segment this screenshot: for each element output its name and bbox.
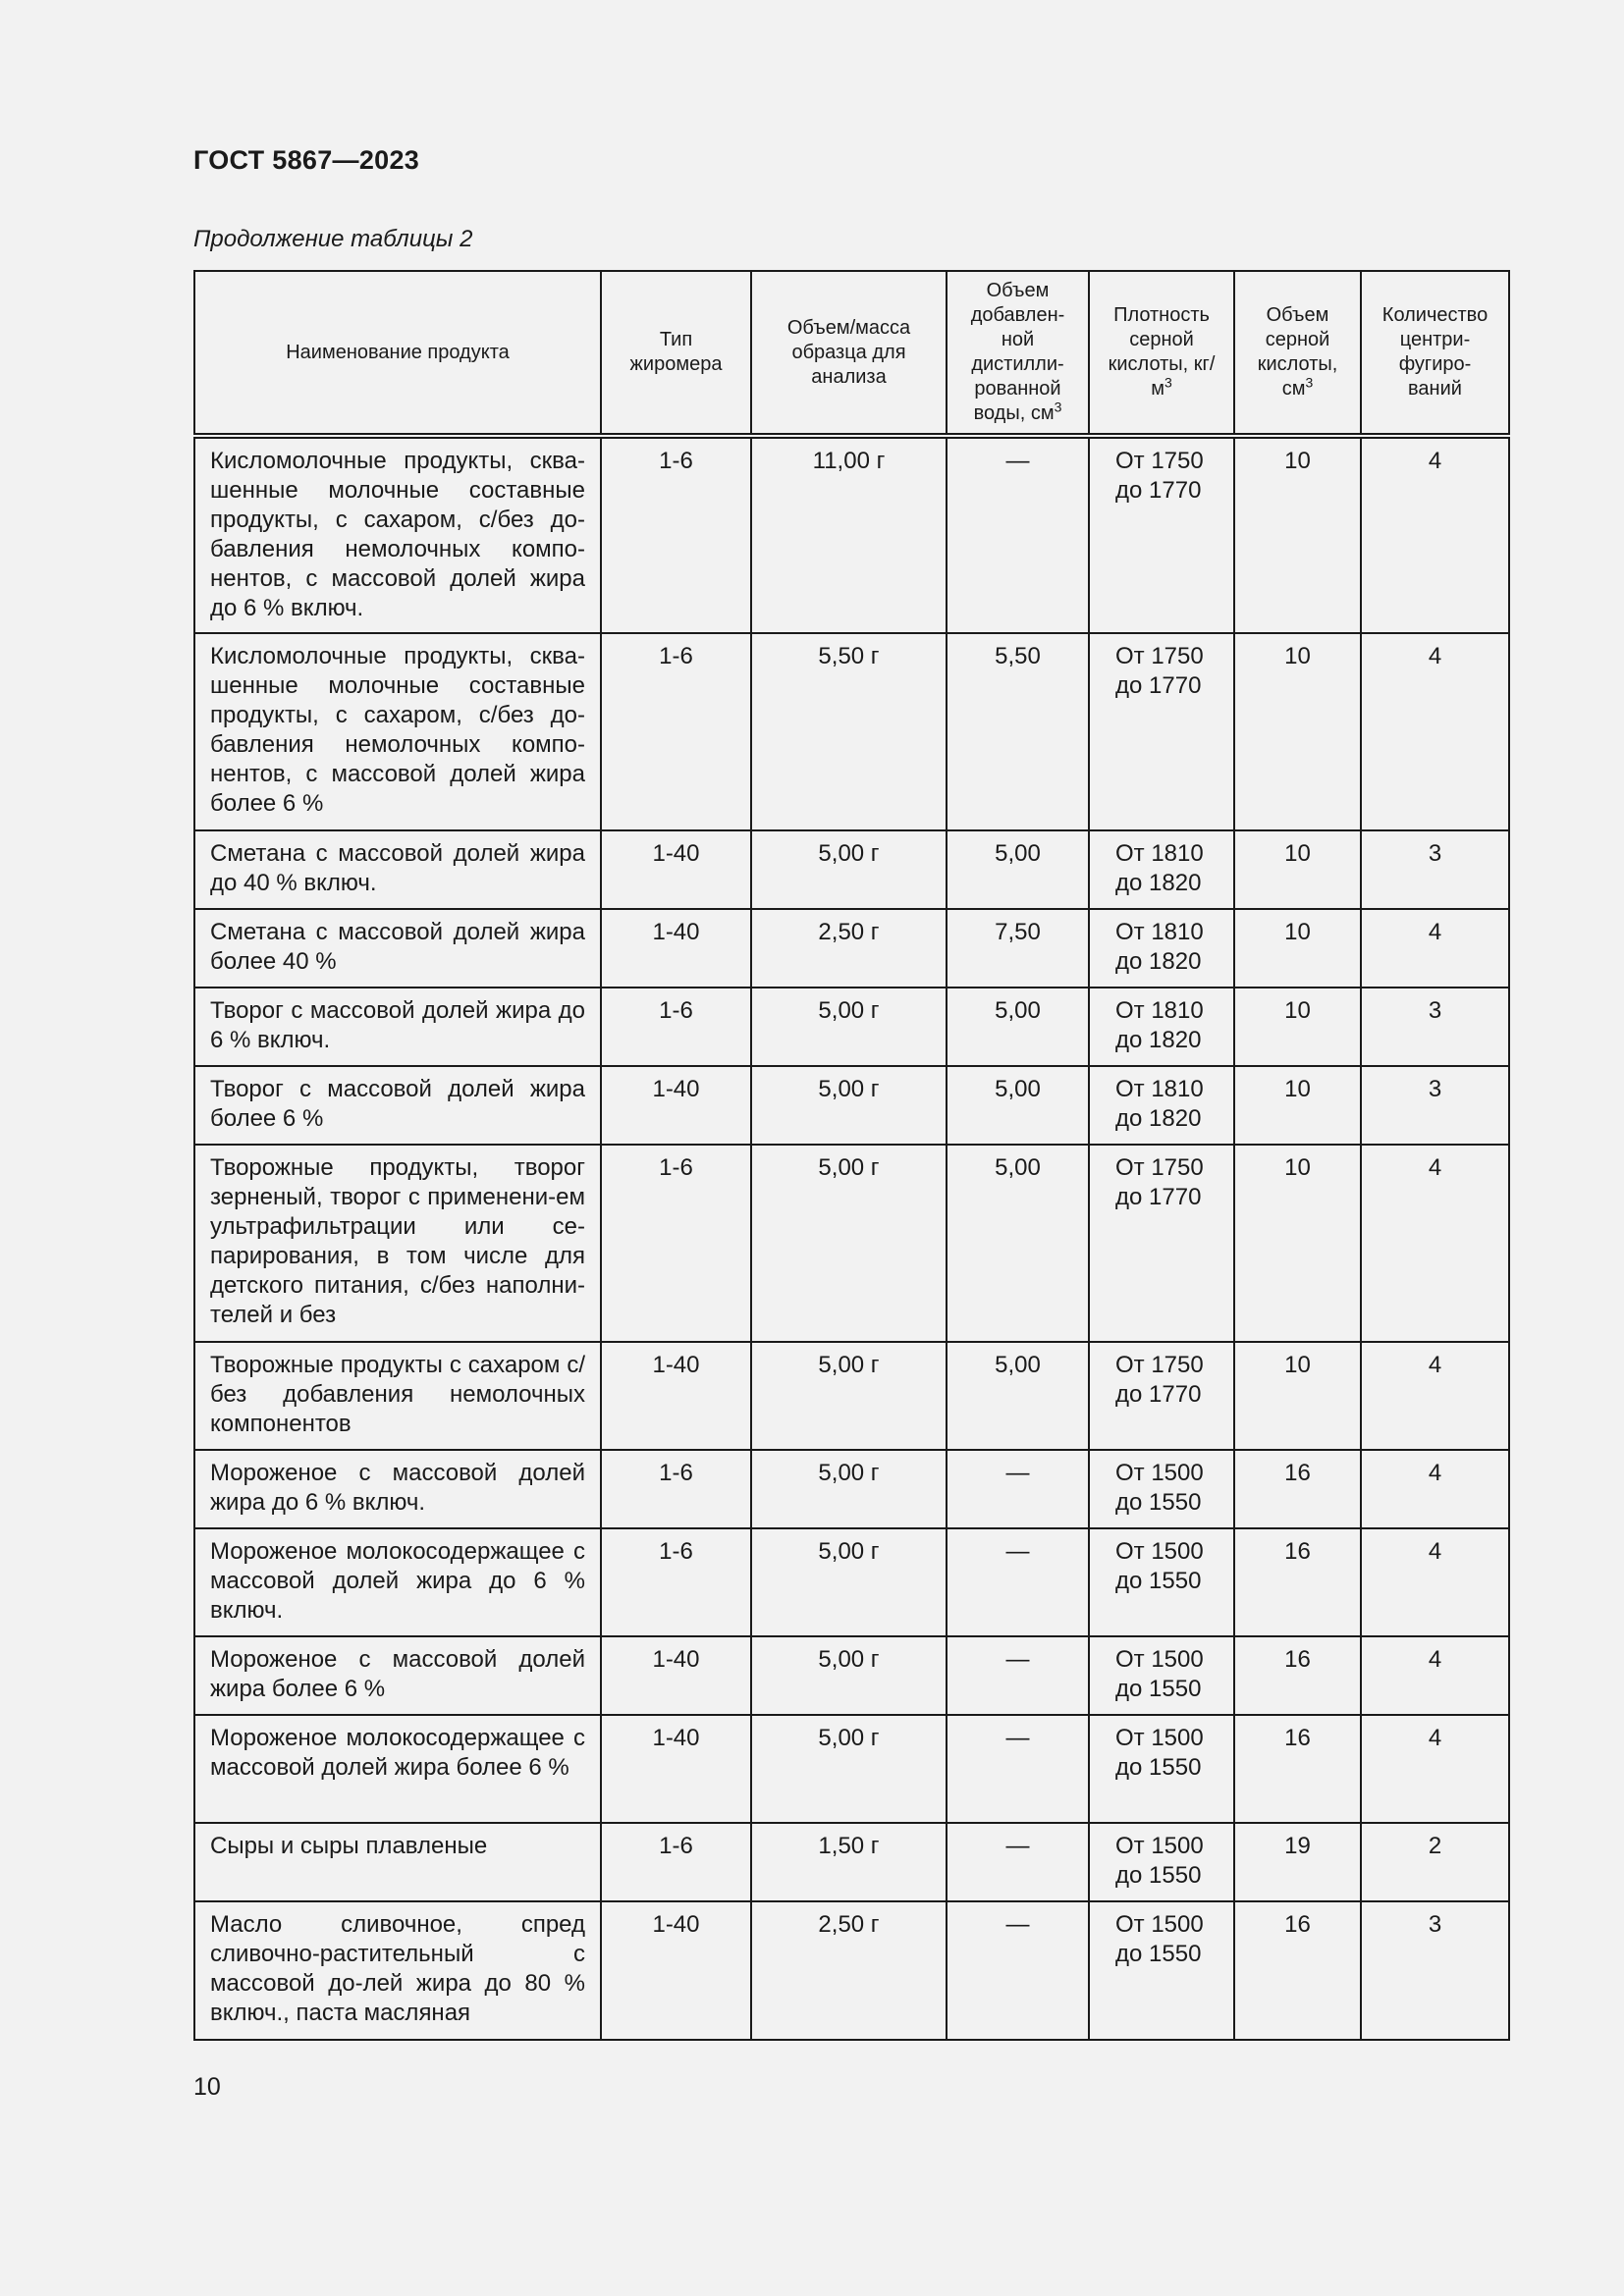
sample-volume-cell: 5,00 г: [751, 1528, 947, 1636]
distilled-water-cell: 5,00: [947, 1066, 1089, 1145]
distilled-water-cell: —: [947, 1715, 1089, 1823]
table-row: [194, 436, 1509, 633]
table-row: [194, 1528, 1509, 1636]
distilled-water-cell: —: [947, 436, 1089, 633]
acid-volume-cell: 16: [1234, 1636, 1361, 1715]
butyrometer-type-cell: 1-6: [601, 1450, 751, 1528]
sample-volume-cell: 11,00 г: [751, 436, 947, 633]
centrifugation-count-cell: 4: [1361, 1528, 1509, 1636]
acid-volume-cell: 16: [1234, 1901, 1361, 2040]
distilled-water-cell: —: [947, 1528, 1089, 1636]
butyrometer-type-cell: 1-40: [601, 909, 751, 988]
distilled-water-cell: 5,00: [947, 1342, 1089, 1450]
sample-volume-cell: 5,00 г: [751, 1342, 947, 1450]
density-to: до 1550: [1115, 1676, 1202, 1702]
distilled-water-cell: 5,00: [947, 1145, 1089, 1342]
butyrometer-type-cell: 1-6: [601, 1528, 751, 1636]
sample-volume-cell: 5,00 г: [751, 1145, 947, 1342]
header-centrifugation-count: Количество центри-фугиро-ваний: [1361, 271, 1509, 436]
product-name-cell: Кисломолочные продукты, сква-шенные молочные составные продукты, с сахаром, с/без до-бавления немолочных компо-нентов, с массовой долей жира более 6 %: [194, 633, 601, 830]
density-to: до 1820: [1115, 1027, 1202, 1053]
density-from: От 1500: [1115, 1725, 1204, 1751]
table-row: [194, 1145, 1509, 1342]
butyrometer-type-cell: 1-6: [601, 1145, 751, 1342]
centrifugation-count-cell: 3: [1361, 1901, 1509, 2040]
butyrometer-type-cell: 1-6: [601, 436, 751, 633]
density-from: От 1500: [1115, 1833, 1204, 1859]
sample-volume-cell: 2,50 г: [751, 1901, 947, 2040]
density-to: до 1770: [1115, 1184, 1202, 1210]
acid-volume-cell: 16: [1234, 1528, 1361, 1636]
butyrometer-type-cell: 1-6: [601, 988, 751, 1066]
table-row: [194, 1823, 1509, 1901]
sample-volume-cell: 5,50 г: [751, 633, 947, 830]
centrifugation-count-cell: 4: [1361, 1450, 1509, 1528]
table-body: [194, 436, 1509, 2040]
butyrometer-type-cell: 1-6: [601, 633, 751, 830]
product-name-cell: Творожные продукты, творог зерненый, творог с применени-ем ультрафильтрации или се-парирования, в том числе для детского питания, с/без наполни-телей и без: [194, 1145, 601, 1342]
density-from: От 1500: [1115, 1538, 1204, 1565]
density-from: От 1810: [1115, 997, 1204, 1024]
product-name-cell: Сметана с массовой долей жира до 40 % включ.: [194, 830, 601, 909]
product-name-cell: Творог с массовой долей жира более 6 %: [194, 1066, 601, 1145]
table-row: [194, 1715, 1509, 1823]
acid-density-cell: [1089, 1636, 1234, 1715]
sample-volume-cell: 5,00 г: [751, 988, 947, 1066]
acid-density-cell: [1089, 1450, 1234, 1528]
sample-volume-cell: 5,00 г: [751, 1715, 947, 1823]
acid-density-cell: [1089, 1145, 1234, 1342]
acid-volume-cell: 16: [1234, 1715, 1361, 1823]
acid-density-cell: [1089, 1823, 1234, 1901]
acid-volume-cell: 10: [1234, 633, 1361, 830]
page-number: 10: [193, 2073, 221, 2101]
centrifugation-count-cell: 4: [1361, 1342, 1509, 1450]
butyrometer-type-cell: 1-40: [601, 830, 751, 909]
density-from: От 1810: [1115, 840, 1204, 867]
acid-density-cell: [1089, 988, 1234, 1066]
centrifugation-count-cell: 4: [1361, 1715, 1509, 1823]
density-from: От 1750: [1115, 1352, 1204, 1378]
table-row: [194, 988, 1509, 1066]
acid-volume-cell: 10: [1234, 1342, 1361, 1450]
centrifugation-count-cell: 3: [1361, 1066, 1509, 1145]
acid-density-cell: [1089, 1066, 1234, 1145]
table-row: [194, 1450, 1509, 1528]
density-to: до 1550: [1115, 1862, 1202, 1889]
density-from: От 1750: [1115, 1154, 1204, 1181]
header-acid-volume: Объем серной кислоты, $см^3$: [1234, 271, 1361, 436]
fat-determination-table: [193, 270, 1510, 2041]
butyrometer-type-cell: 1-40: [601, 1901, 751, 2040]
density-from: От 1810: [1115, 1076, 1204, 1102]
butyrometer-type-cell: 1-6: [601, 1823, 751, 1901]
distilled-water-cell: —: [947, 1901, 1089, 2040]
density-to: до 1550: [1115, 1489, 1202, 1516]
distilled-water-cell: —: [947, 1823, 1089, 1901]
distilled-water-cell: —: [947, 1636, 1089, 1715]
product-name-cell: Творог с массовой долей жира до 6 % включ.: [194, 988, 601, 1066]
acid-density-cell: [1089, 1528, 1234, 1636]
table-row: [194, 1066, 1509, 1145]
acid-density-cell: [1089, 1342, 1234, 1450]
product-name-cell: Кисломолочные продукты, сква-шенные молочные составные продукты, с сахаром, с/без до-бавления немолочных компо-нентов, с массовой долей жира до 6 % включ.: [194, 436, 601, 633]
centrifugation-count-cell: 2: [1361, 1823, 1509, 1901]
centrifugation-count-cell: 3: [1361, 830, 1509, 909]
sample-volume-cell: 1,50 г: [751, 1823, 947, 1901]
table-row: [194, 1901, 1509, 2040]
product-name-cell: Мороженое с массовой долей жира до 6 % включ.: [194, 1450, 601, 1528]
density-to: до 1550: [1115, 1754, 1202, 1781]
density-to: до 1550: [1115, 1941, 1202, 1967]
header-butyrometer-type: Тип жиромера: [601, 271, 751, 436]
butyrometer-type-cell: 1-40: [601, 1715, 751, 1823]
table-continuation-caption: Продолжение таблицы 2: [193, 226, 473, 252]
product-name-cell: Сметана с массовой долей жира более 40 %: [194, 909, 601, 988]
acid-volume-cell: 10: [1234, 1066, 1361, 1145]
sample-volume-cell: 5,00 г: [751, 830, 947, 909]
acid-density-cell: [1089, 830, 1234, 909]
distilled-water-cell: 5,00: [947, 830, 1089, 909]
acid-density-cell: [1089, 909, 1234, 988]
density-from: От 1750: [1115, 643, 1204, 669]
document-title: ГОСТ 5867—2023: [193, 145, 420, 175]
density-to: до 1770: [1115, 1381, 1202, 1408]
acid-volume-cell: 10: [1234, 1145, 1361, 1342]
acid-density-cell: [1089, 1715, 1234, 1823]
butyrometer-type-cell: 1-40: [601, 1066, 751, 1145]
product-name-cell: Сыры и сыры плавленые: [194, 1823, 601, 1901]
product-name-cell: Мороженое молокосодержащее с массовой долей жира более 6 %: [194, 1715, 601, 1823]
sample-volume-cell: 2,50 г: [751, 909, 947, 988]
product-name-cell: Масло сливочное, спред сливочно-растительный с массовой до-лей жира до 80 % включ., паста масляная: [194, 1901, 601, 2040]
butyrometer-type-cell: 1-40: [601, 1342, 751, 1450]
density-to: до 1820: [1115, 870, 1202, 896]
acid-density-cell: [1089, 1901, 1234, 2040]
centrifugation-count-cell: 4: [1361, 909, 1509, 988]
centrifugation-count-cell: 4: [1361, 633, 1509, 830]
table-row: [194, 830, 1509, 909]
header-product-name: Наименование продукта: [194, 271, 601, 436]
product-name-cell: Мороженое с массовой долей жира более 6 %: [194, 1636, 601, 1715]
distilled-water-cell: 7,50: [947, 909, 1089, 988]
distilled-water-cell: 5,50: [947, 633, 1089, 830]
acid-volume-cell: 10: [1234, 830, 1361, 909]
density-to: до 1820: [1115, 1105, 1202, 1132]
acid-volume-cell: 19: [1234, 1823, 1361, 1901]
acid-volume-cell: 16: [1234, 1450, 1361, 1528]
density-to: до 1820: [1115, 948, 1202, 975]
table-row: [194, 909, 1509, 988]
distilled-water-cell: —: [947, 1450, 1089, 1528]
acid-density-cell: [1089, 436, 1234, 633]
table-row: [194, 1636, 1509, 1715]
density-from: От 1500: [1115, 1646, 1204, 1673]
acid-volume-cell: 10: [1234, 436, 1361, 633]
acid-volume-cell: 10: [1234, 988, 1361, 1066]
distilled-water-cell: 5,00: [947, 988, 1089, 1066]
centrifugation-count-cell: 3: [1361, 988, 1509, 1066]
header-sample-volume: Объем/масса образца для анализа: [751, 271, 947, 436]
density-to: до 1770: [1115, 672, 1202, 699]
density-from: От 1500: [1115, 1911, 1204, 1938]
centrifugation-count-cell: 4: [1361, 436, 1509, 633]
header-acid-density: Плотность серной кислоты, $кг/м^3$: [1089, 271, 1234, 436]
product-name-cell: Творожные продукты с сахаром с/без добавления немолочных компонентов: [194, 1342, 601, 1450]
table-header-row: [194, 271, 1509, 436]
density-from: От 1500: [1115, 1460, 1204, 1486]
density-from: От 1810: [1115, 919, 1204, 945]
centrifugation-count-cell: 4: [1361, 1636, 1509, 1715]
product-name-cell: Мороженое молокосодержащее с массовой долей жира до 6 % включ.: [194, 1528, 601, 1636]
sample-volume-cell: 5,00 г: [751, 1066, 947, 1145]
density-to: до 1770: [1115, 477, 1202, 504]
header-distilled-water: Объем добавлен-ной дистилли-рованной воды, $см^3$: [947, 271, 1089, 436]
butyrometer-type-cell: 1-40: [601, 1636, 751, 1715]
sample-volume-cell: 5,00 г: [751, 1450, 947, 1528]
acid-density-cell: [1089, 633, 1234, 830]
centrifugation-count-cell: 4: [1361, 1145, 1509, 1342]
density-to: до 1550: [1115, 1568, 1202, 1594]
sample-volume-cell: 5,00 г: [751, 1636, 947, 1715]
table-row: [194, 1342, 1509, 1450]
table-row: [194, 633, 1509, 830]
acid-volume-cell: 10: [1234, 909, 1361, 988]
density-from: От 1750: [1115, 448, 1204, 474]
